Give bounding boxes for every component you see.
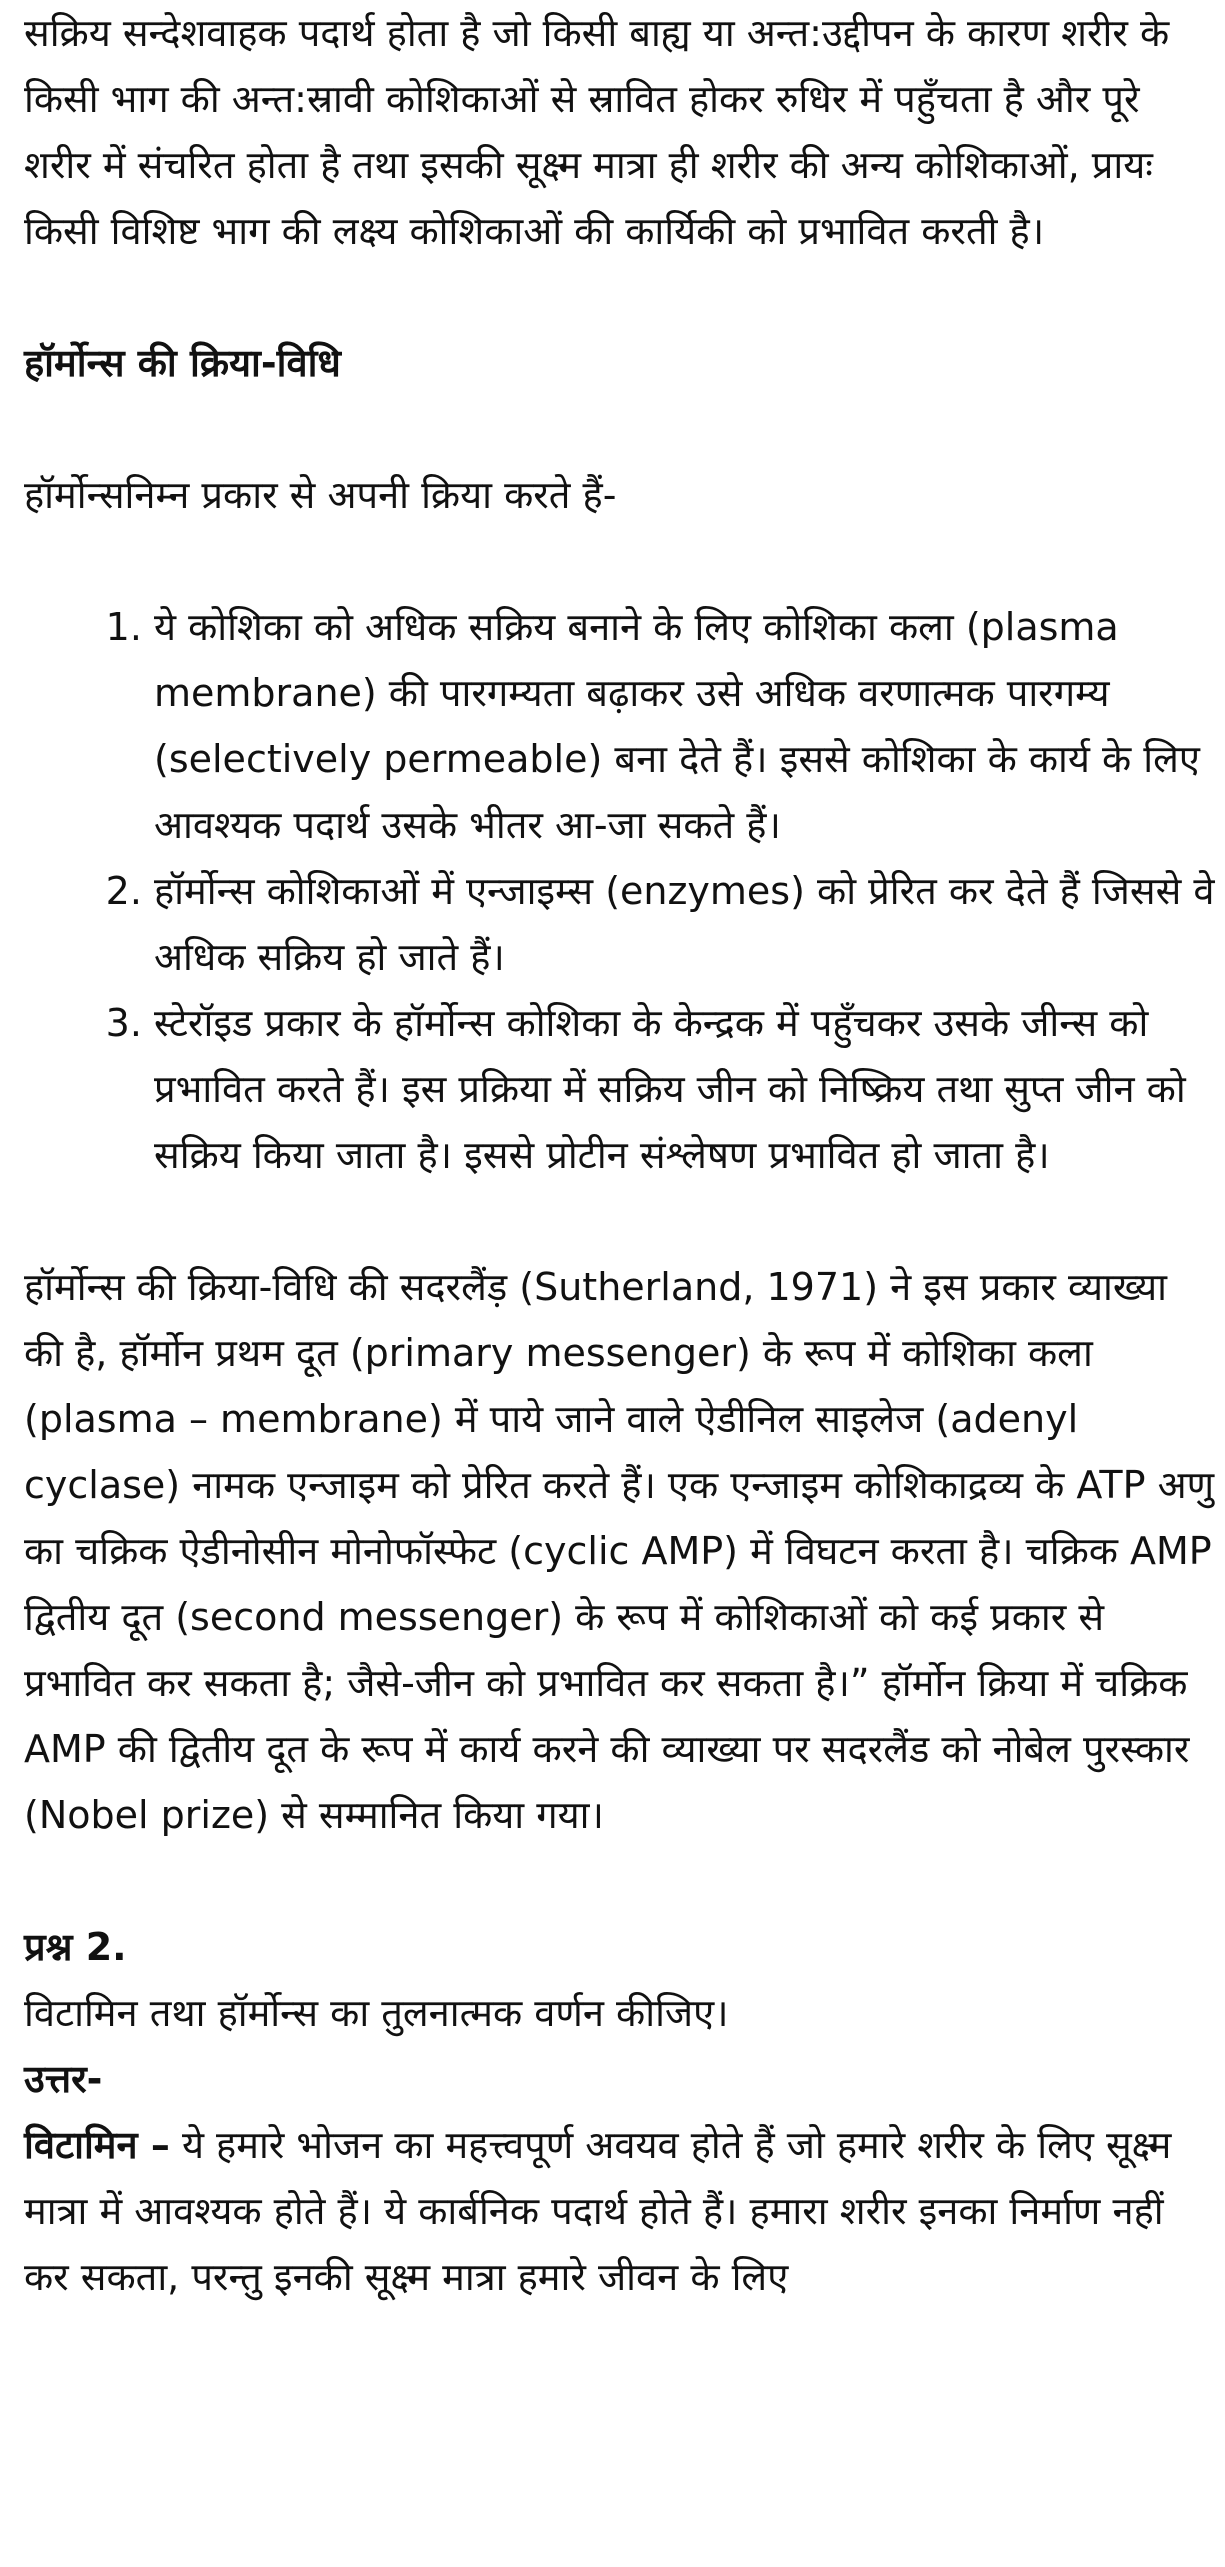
- question-label: प्रश्न 2.: [24, 1925, 127, 1969]
- section-heading: हॉर्मोन्स की क्रिया-विधि: [24, 341, 341, 385]
- question-text: विटामिन तथा हॉर्मोन्स का तुलनात्मक वर्णन कीजिए।: [24, 1991, 729, 2035]
- mechanism-paragraph: हॉर्मोन्स की क्रिया-विधि की सदरलैंड़ (Sutherland, 1971) ने इस प्रकार व्याख्या की है, हॉर्मोन प्रथम दूत (primary messenger) के रूप में कोशिका कला (plasma – membrane) में पाये जाने वाले ऐडीनिल साइलेज (adenyl cyclase) नामक एन्जाइम को प्रेरित करते हैं। एक एन्जाइम कोशिकाद्रव्य के ATP अणु का चक्रिक ऐडीनोसीन मोनोफॉस्फेट (cyclic AMP) में विघटन करता है। चक्रिक AMP द्वितीय दूत (second messenger) के रूप में कोशिकाओं को कई प्रकार से प्रभावित कर सकता है; जैसे-जीन को प्रभावित कर सकता है।” हॉर्मोन क्रिया में चक्रिक AMP की द्वितीय दूत के रूप में कार्य करने की व्याख्या पर सदरलैंड को नोबेल पुरस्कार (Nobel prize) से सम्मानित किया गया।: [24, 1265, 1215, 1837]
- lead-text: हॉर्मोन्सनिम्न प्रकार से अपनी क्रिया करते हैं-: [24, 473, 617, 517]
- intro-paragraph: सक्रिय सन्देशवाहक पदार्थ होता है जो किसी बाह्य या अन्त:उद्दीपन के कारण शरीर के किसी भाग की अन्त:स्रावी कोशिकाओं से स्रावित होकर रुधिर में पहुँचता है और पूरे शरीर में संचरित होता है तथा इसकी सूक्ष्म मात्रा ही शरीर की अन्य कोशिकाओं, प्रायः किसी विशिष्ट भाग की लक्ष्य कोशिकाओं की कार्यिकी को प्रभावित करती है।: [24, 11, 1170, 253]
- list-item: 3. स्टेरॉइड प्रकार के हॉर्मोन्स कोशिका के केन्द्रक में पहुँचकर उसके जीन्स को प्रभावित करते हैं। इस प्रक्रिया में सक्रिय जीन को निष्क्रिय तथा सुप्त जीन को सक्रिय किया जाता है। इससे प्रोटीन संश्लेषण प्रभावित हो जाता है।: [154, 990, 1215, 1188]
- answer-text: ये हमारे भोजन का महत्त्वपूर्ण अवयव होते हैं जो हमारे शरीर के लिए सूक्ष्म मात्रा में आवश्यक होते हैं। ये कार्बनिक पदार्थ होते हैं। हमारा शरीर इनका निर्माण नहीं कर सकता, परन्तु इनकी सूक्ष्म मात्रा हमारे जीवन के लिए: [24, 2123, 1172, 2299]
- answer-paragraph: [24, 2112, 1215, 2310]
- answer-term: विटामिन –: [24, 2123, 170, 2167]
- list-item: 2. हॉर्मोन्स कोशिकाओं में एन्जाइम्स (enzymes) को प्रेरित कर देते हैं जिससे वे अधिक सक्रिय हो जाते हैं।: [154, 858, 1215, 990]
- mechanism-list: [24, 594, 1215, 1188]
- answer-label: उत्तर-: [24, 2057, 103, 2101]
- list-item: 1. ये कोशिका को अधिक सक्रिय बनाने के लिए कोशिका कला (plasma membrane) की पारगम्यता बढ़ाकर उसे अधिक वरणात्मक पारगम्य (selectively permeable) बना देते हैं। इससे कोशिका के कार्य के लिए आवश्यक पदार्थ उसके भीतर आ-जा सकते हैं।: [154, 594, 1215, 858]
